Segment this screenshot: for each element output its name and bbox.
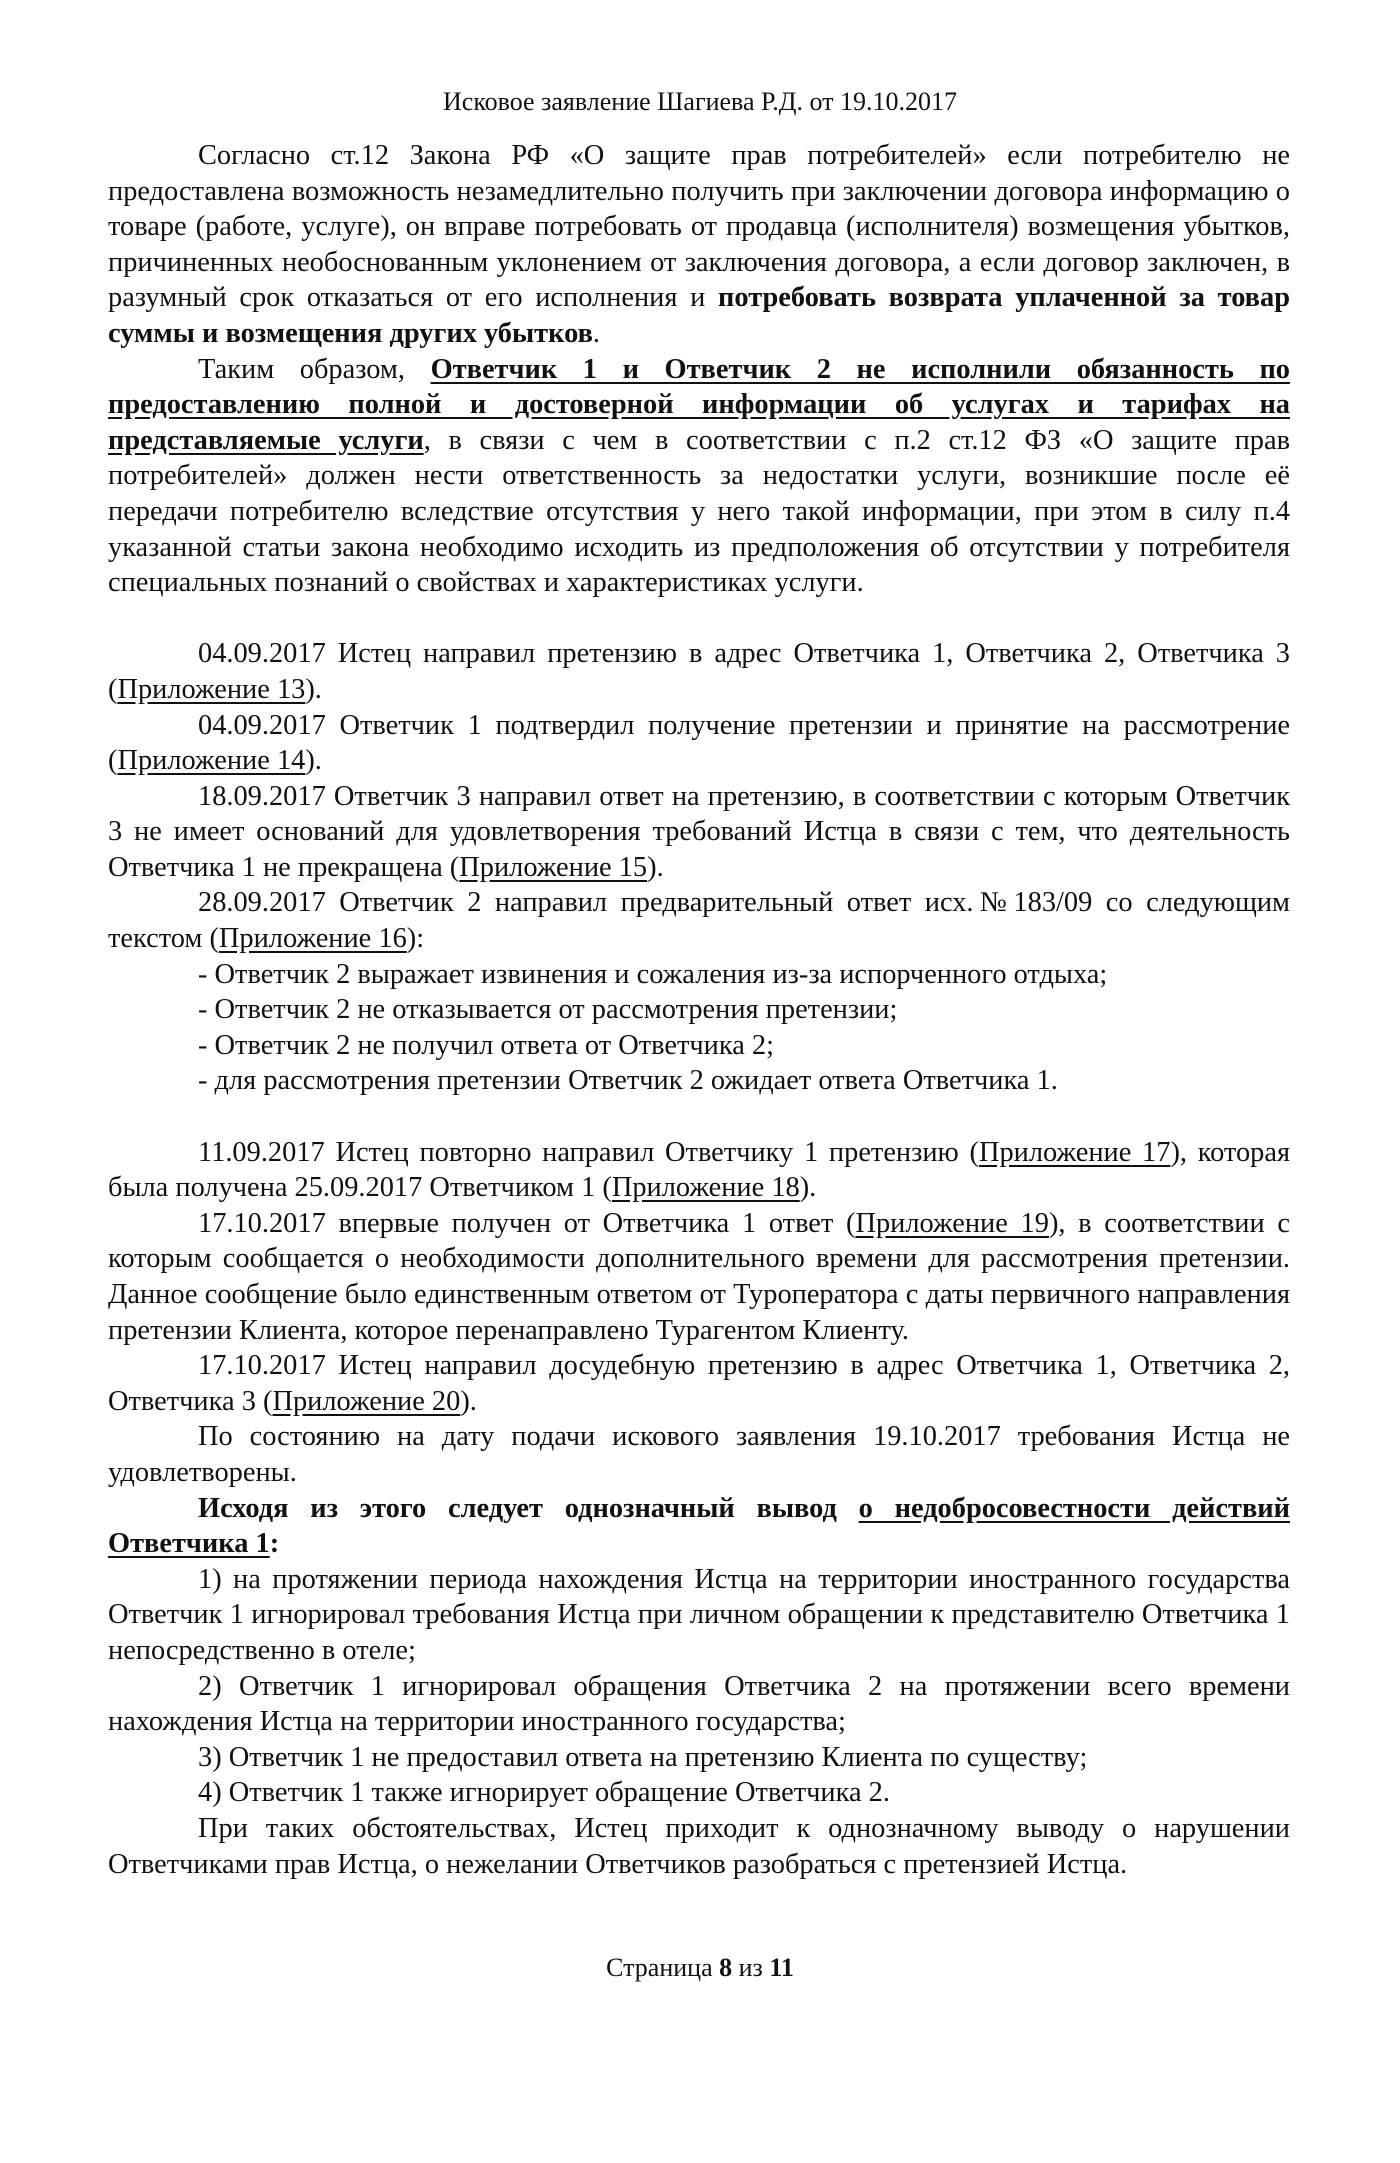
attachment-link: Приложение 19 xyxy=(855,1207,1049,1239)
paragraph-text: 11.09.2017 Истец повторно направил Ответчику 1 претензию ( xyxy=(198,1136,979,1168)
attachment-link: Приложение 17 xyxy=(978,1136,1171,1168)
punctuation: ). xyxy=(460,1385,477,1417)
attachment-link: Приложение 16 xyxy=(218,923,407,955)
paragraph-text: 28.09.2017 Ответчик 2 направил предварительный ответ исх.№183/09 со следующим текстом ( xyxy=(108,887,1290,955)
paragraph-pretrial-claim xyxy=(108,1348,1290,1419)
paragraph-text: Согласно ст.12 Закона РФ «О защите прав потребителей» если потребителю не предоставлена возможность незамедлительно получить при заключении договора информацию о товаре (работе, услуге), он вправе потребовать от продавца (исполнителя) возмещения убытков, причиненных необоснованным уклонением от заключения договора, а если договор заключен, в разумный срок отказаться от его исполнения и xyxy=(108,140,1290,314)
paragraph-claim-sent xyxy=(108,636,1290,707)
paragraph-text: 04.09.2017 Истец направил претензию в адрес Ответчика 1, Ответчика 2, Ответчика 3 ( xyxy=(108,638,1290,705)
paragraph-claim-received xyxy=(108,708,1290,779)
paragraph-text: 17.10.2017 Истец направил досудебную претензию в адрес Ответчика 1, Ответчика 2, Ответчика 3 ( xyxy=(108,1350,1290,1417)
bullet-item: - Ответчик 2 выражает извинения и сожаления из-за испорченного отдыха; xyxy=(198,958,1108,990)
paragraph-first-reply xyxy=(108,1206,1290,1348)
bullet-item: - для рассмотрения претензии Ответчик 2 ожидает ответа Ответчика 1. xyxy=(198,1065,1058,1097)
paragraph-text: ), которая была получена 25.09.2017 Ответчиком 1 ( xyxy=(108,1136,1290,1204)
paragraph-conclusion-info xyxy=(108,352,1290,601)
punctuation: ): xyxy=(406,923,425,955)
page-label: Страница xyxy=(606,1953,713,1982)
paragraph-text: 18.09.2017 Ответчик 3 направил ответ на претензию, в соответствии с которым Ответчик 3 не имеет оснований для удовлетворения требований Истца в связи с тем, что деятельность Ответчика 1 не прекращена ( xyxy=(108,780,1290,883)
punctuation: ). xyxy=(305,745,322,777)
punctuation: ). xyxy=(799,1172,817,1204)
paragraph-text: 04.09.2017 Ответчик 1 подтвердил получение претензии и принятие на рассмотрение ( xyxy=(108,709,1290,777)
page-separator: из xyxy=(738,1953,763,1982)
attachment-link: Приложение 18 xyxy=(611,1172,800,1204)
paragraph-text: 17.10.2017 впервые получен от Ответчика 1 ответ ( xyxy=(198,1207,856,1239)
paragraph-text: , в связи с чем в соответствии с п.2 ст.12 ФЗ «О защите прав потребителей» должен нести ответственность за недостатки услуги, возникшие после её передачи потребителю вследствие отсутствия у него такой информации, при этом в силу п.4 указанной статьи закона необходимо исходить из предположения об отсутствии у потребителя специальных познаний о свойствах и характеристиках услуги. xyxy=(108,424,1290,599)
attachment-link: Приложение 20 xyxy=(272,1385,461,1417)
numbered-item: 4) Ответчик 1 также игнорирует обращение Ответчика 2. xyxy=(198,1777,890,1809)
bullet-item: - Ответчик 2 не отказывается от рассмотрения претензии; xyxy=(198,994,898,1026)
bullet-item: - Ответчик 2 не получил ответа от Ответчика 2; xyxy=(198,1029,774,1061)
paragraph-text: Таким образом, xyxy=(198,353,431,385)
punctuation: ). xyxy=(647,851,664,883)
current-page: 8 xyxy=(719,1953,733,1982)
paragraph-conclusion-heading xyxy=(108,1491,1290,1562)
bold-underlined-phrase: Ответчик 1 и Ответчик 2 не исполнили обязанность по предоставлению полной и достоверной информации об услугах и тарифах на представляемые услуги xyxy=(108,353,1291,456)
document-body xyxy=(108,138,1290,1882)
page-number-footer xyxy=(0,1952,1400,1984)
attachment-link: Приложение 15 xyxy=(459,851,648,883)
numbered-item: 3) Ответчик 1 не предоставил ответа на претензию Клиента по существу; xyxy=(198,1741,1088,1773)
paragraph-defendant2-reply xyxy=(108,885,1290,956)
punctuation: . xyxy=(592,317,601,349)
paragraph-status: По состоянию на дату подачи искового заявления 19.10.2017 требования Истца не удовлетворены. xyxy=(108,1421,1290,1488)
paragraph-repeat-claim xyxy=(108,1135,1290,1206)
bold-phrase: Исходя из этого следует однозначный вывод xyxy=(198,1492,859,1524)
paragraph-final: При таких обстоятельствах, Истец приходит к однозначному выводу о нарушении Ответчиками прав Истца, о нежелании Ответчиков разобраться с претензией Истца. xyxy=(108,1812,1290,1880)
bold-phrase: потребовать возврата уплаченной за товар суммы и возмещения других убытков xyxy=(108,282,1290,349)
document-header: Исковое заявление Шагиева Р.Д. от 19.10.2017 xyxy=(443,87,957,116)
spacer xyxy=(108,601,1290,637)
paragraph-defendant3-reply xyxy=(108,779,1290,886)
numbered-item: 1) на протяжении периода нахождения Истца на территории иностранного государства Ответчик 1 игнорировал требования Истца при личном обращении к представителю Ответчика 1 непосредственно в отеле; xyxy=(108,1563,1290,1666)
punctuation: ). xyxy=(305,673,322,705)
attachment-link: Приложение 13 xyxy=(117,673,306,705)
spacer xyxy=(108,1099,1290,1135)
punctuation: : xyxy=(269,1528,280,1560)
bold-underlined-phrase: о недобросовестности действий Ответчика 1 xyxy=(108,1492,1290,1560)
paragraph-text: ), в соответствии с которым сообщается о необходимости дополнительного времени для рассмотрения претензии. Данное сообщение было единственным ответом от Туроператора с даты первичного направления претензии Клиента, которое перенаправлено Турагентом Клиенту. xyxy=(108,1207,1290,1346)
numbered-item: 2) Ответчик 1 игнорировал обращения Ответчика 2 на протяжении всего времени нахождения Истца на территории иностранного государства; xyxy=(108,1670,1290,1738)
paragraph-consumer-law xyxy=(108,138,1290,352)
attachment-link: Приложение 14 xyxy=(117,745,306,777)
total-pages: 11 xyxy=(769,1953,794,1982)
